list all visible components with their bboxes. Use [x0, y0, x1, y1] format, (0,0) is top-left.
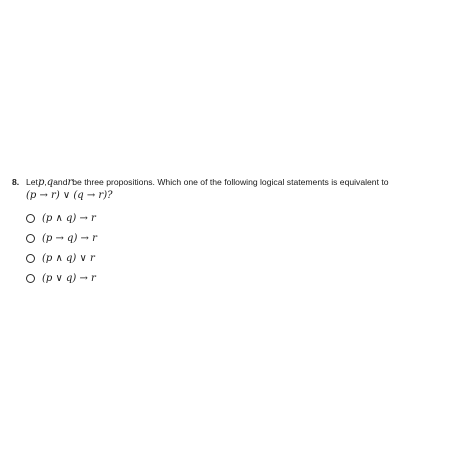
question-expression: (p → r) ∨ (q → r)? — [26, 190, 113, 201]
answer-option-label: (p ∧ q) ∨ r — [42, 252, 95, 264]
question-number: 8. — [12, 177, 20, 187]
radio-button-icon[interactable] — [26, 234, 35, 243]
question-text-part1: Let — [26, 177, 38, 187]
variable-r: r — [67, 177, 73, 188]
answer-option-3[interactable] — [26, 248, 462, 268]
answer-option-label: (p ∨ q) → r — [42, 272, 96, 284]
answer-option-label: (p ∧ q) → r — [42, 212, 96, 224]
question-text-part2: be three propositions. Which one of the following logical statements is equivalent to — [72, 177, 389, 187]
answer-options — [26, 208, 462, 288]
radio-button-icon[interactable] — [26, 274, 35, 283]
separator-comma: , — [44, 177, 47, 187]
answer-option-2[interactable] — [26, 228, 462, 248]
radio-button-icon[interactable] — [26, 254, 35, 263]
question-stem — [12, 176, 462, 189]
variable-p: p — [37, 177, 45, 188]
question-block — [12, 176, 462, 288]
question-text-and: and — [53, 177, 68, 187]
answer-option-1[interactable] — [26, 208, 462, 228]
radio-button-icon[interactable] — [26, 214, 35, 223]
variable-q: q — [46, 177, 54, 188]
answer-option-label: (p → q) → r — [42, 232, 97, 244]
answer-option-4[interactable] — [26, 268, 462, 288]
